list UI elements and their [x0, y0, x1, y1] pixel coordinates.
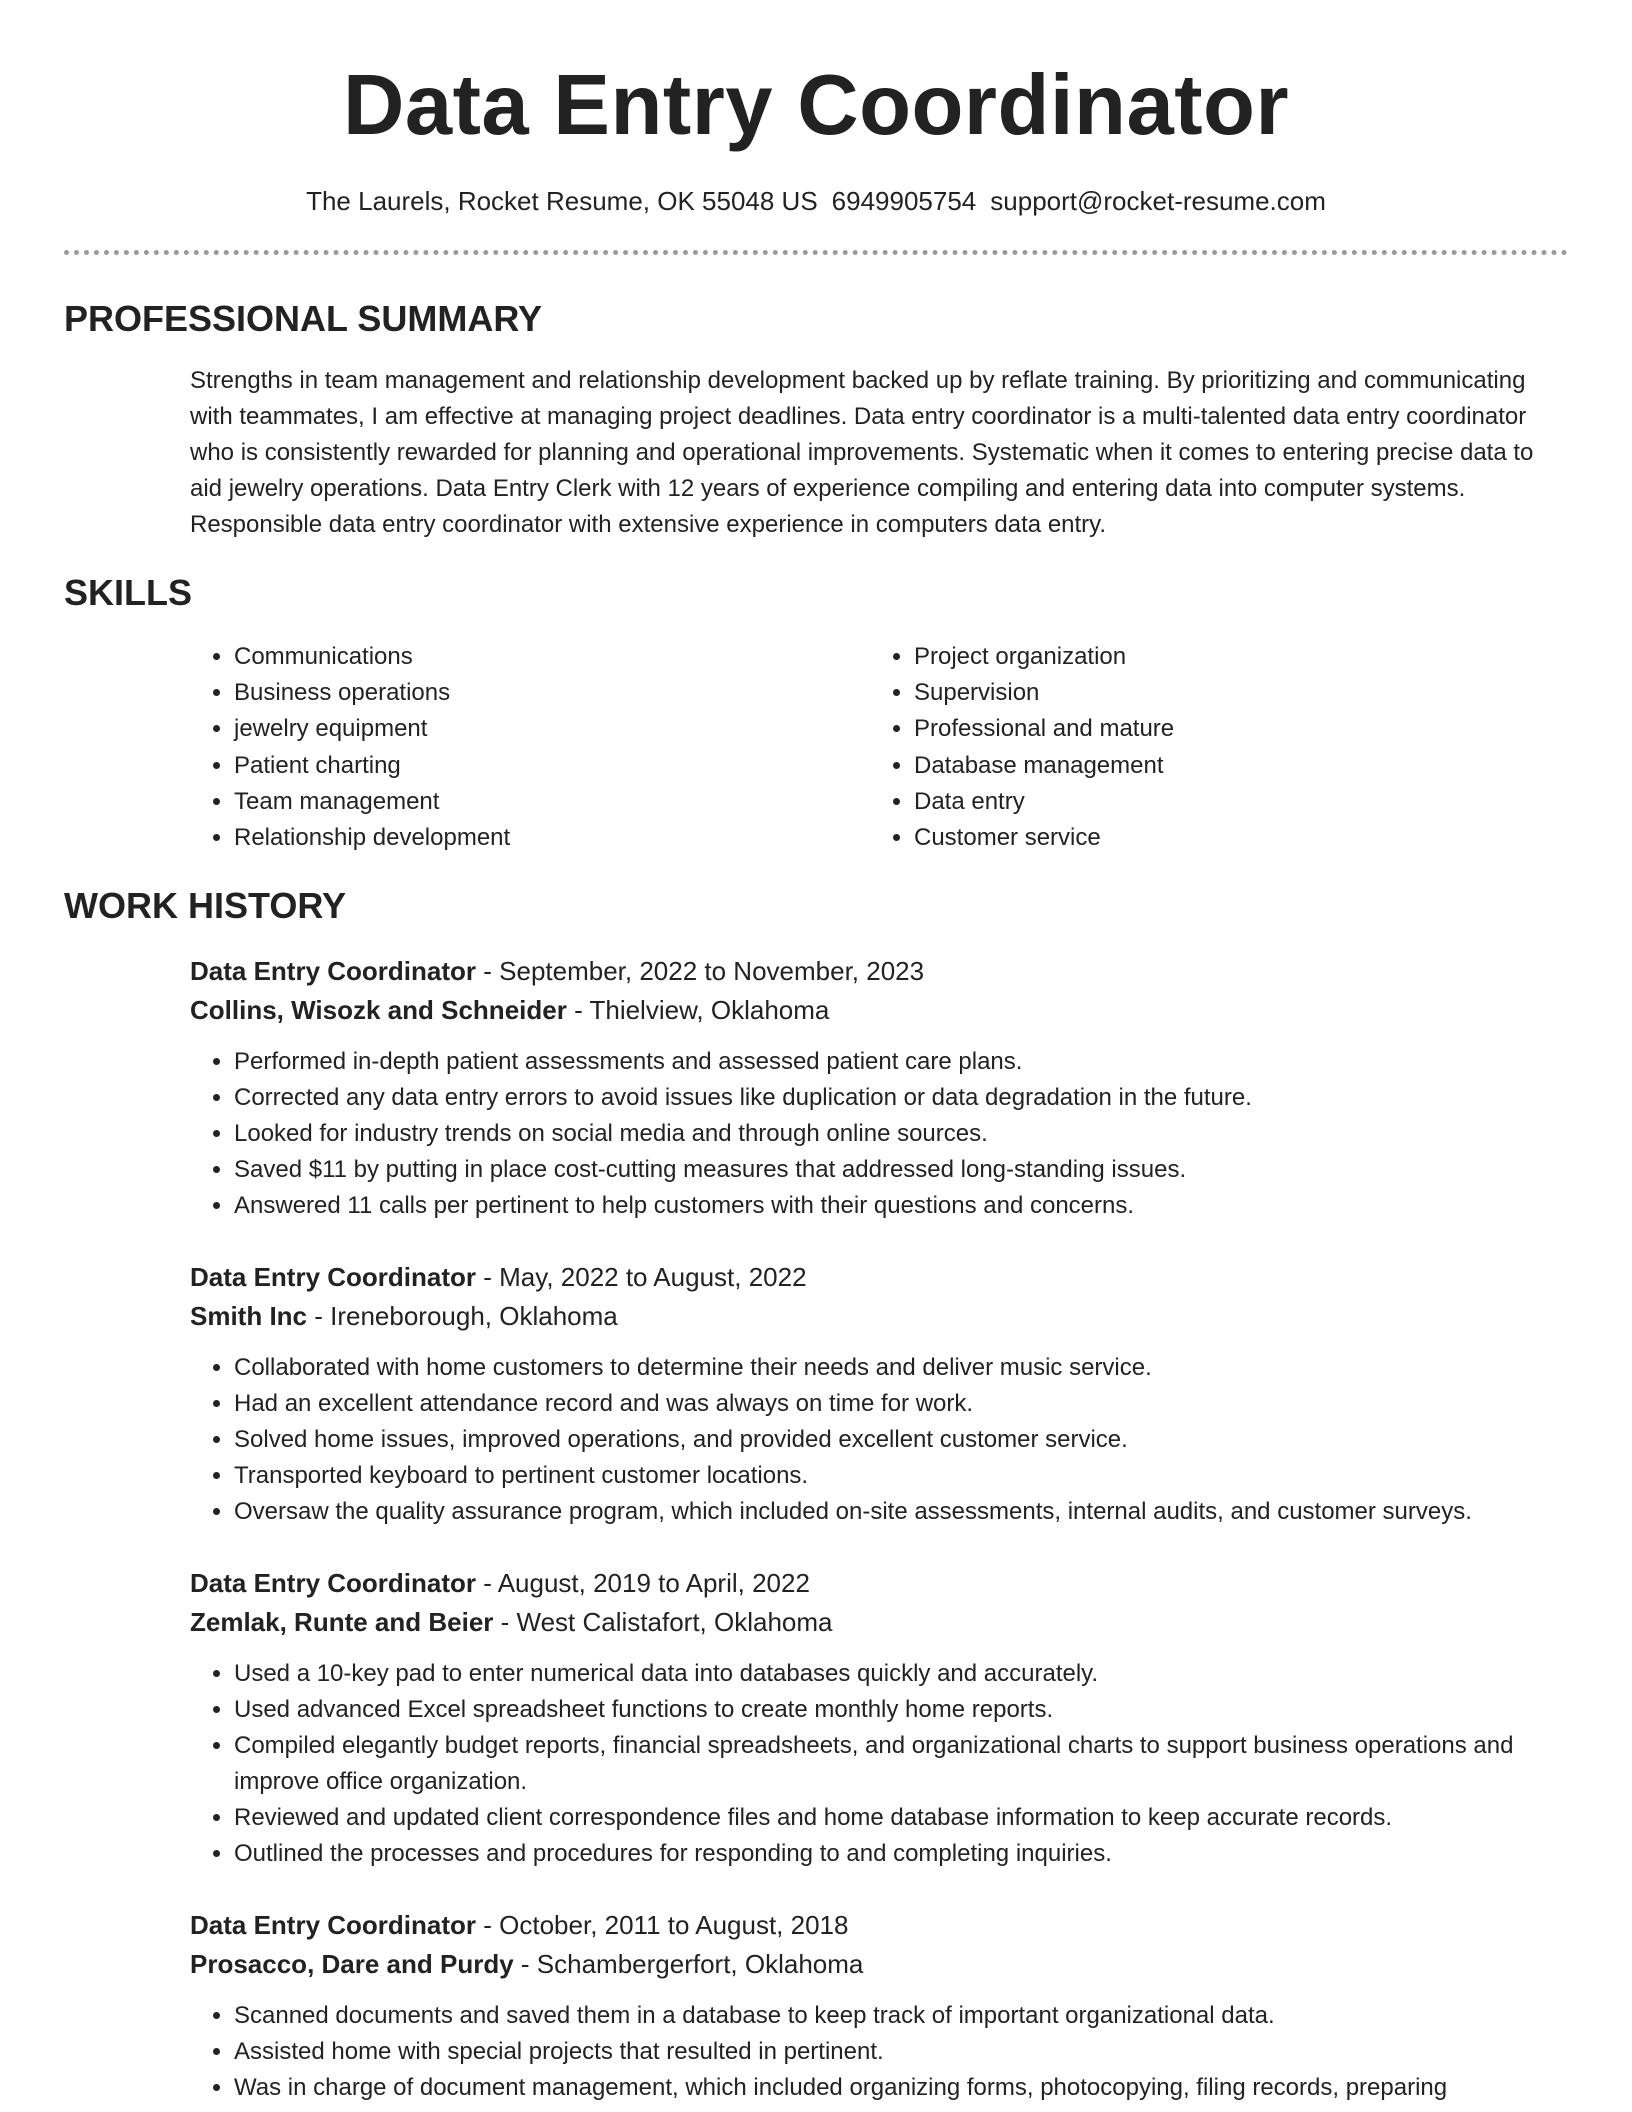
skills-list-left — [190, 639, 870, 856]
job-bullet: • Corrected any data entry errors to avoid issues like duplication or data degradation in the future. — [234, 1080, 1568, 1116]
job-company: Collins, Wisozk and Schneider — [190, 995, 567, 1026]
job-bullet: • Scanned documents and saved them in a database to keep track of important organizational data. — [234, 1998, 1568, 2034]
contact-address: The Laurels, Rocket Resume, OK 55048 US — [306, 186, 818, 216]
contact-email: support@rocket-resume.com — [990, 186, 1326, 216]
job-bullet: • Looked for industry trends on social media and through online sources. — [234, 1116, 1568, 1152]
job-location: - West Calistafort, Oklahoma — [493, 1607, 833, 1638]
job-location: - Thielview, Oklahoma — [566, 995, 830, 1026]
job-bullet: • Solved home issues, improved operations, and provided excellent customer service. — [234, 1422, 1568, 1458]
skills-list-right — [870, 639, 1514, 856]
job-bullet: • Used advanced Excel spreadsheet functions to create monthly home reports. — [234, 1692, 1568, 1728]
resume-name: Data Entry Coordinator — [342, 58, 1290, 153]
skill-item: • Relationship development — [234, 820, 870, 856]
job-company-line — [190, 1603, 1568, 1642]
job-title-line — [190, 1258, 1568, 1297]
skill-item: • Project organization — [914, 639, 1514, 675]
skill-item: • Data entry — [914, 784, 1514, 820]
job-bullet: • Had an excellent attendance record and was always on time for work. — [234, 1386, 1568, 1422]
job-bullet: • Collaborated with home customers to determine their needs and deliver music service. — [234, 1350, 1568, 1386]
job-bullet: • Reviewed and updated client correspondence files and home database information to keep accurate records. — [234, 1800, 1568, 1836]
job-company: Zemlak, Runte and Beier — [190, 1607, 494, 1638]
job-entry — [190, 1258, 1568, 1530]
job-bullets — [190, 1044, 1568, 1224]
job-bullet: • Was in charge of document management, which included organizing forms, photocopying, filing records, preparing — [234, 2070, 1568, 2106]
job-company-line — [190, 991, 1568, 1030]
job-bullet: • Assisted home with special projects that resulted in pertinent. — [234, 2034, 1568, 2070]
job-title-line — [190, 952, 1568, 991]
job-location: - Schambergerfort, Oklahoma — [513, 1949, 864, 1980]
skills-columns — [190, 639, 1568, 856]
skill-item: • Database management — [914, 748, 1514, 784]
job-entry — [190, 952, 1568, 1224]
summary-heading: PROFESSIONAL SUMMARY — [64, 298, 543, 339]
job-entry — [190, 1906, 1568, 2106]
job-dates: - May, 2022 to August, 2022 — [476, 1262, 807, 1293]
skill-item: • Communications — [234, 639, 870, 675]
job-title-line — [190, 1564, 1568, 1603]
job-bullet: • Transported keyboard to pertinent customer locations. — [234, 1458, 1568, 1494]
job-company-line — [190, 1945, 1568, 1984]
job-role: Data Entry Coordinator — [190, 1910, 477, 1941]
job-bullets — [190, 1998, 1568, 2106]
job-dates: - October, 2011 to August, 2018 — [476, 1910, 849, 1941]
job-bullet: • Oversaw the quality assurance program, which included on-site assessments, internal audits, and customer surveys. — [234, 1494, 1568, 1530]
job-role: Data Entry Coordinator — [190, 956, 477, 987]
job-company: Smith Inc — [190, 1301, 308, 1332]
job-dates: - August, 2019 to April, 2022 — [476, 1568, 810, 1599]
job-dates: - September, 2022 to November, 2023 — [476, 956, 925, 987]
job-title-line — [190, 1906, 1568, 1945]
job-location: - Ireneborough, Oklahoma — [307, 1301, 618, 1332]
job-bullet: • Performed in-depth patient assessments and assessed patient care plans. — [234, 1044, 1568, 1080]
skill-item: • Patient charting — [234, 748, 870, 784]
job-bullet: • Compiled elegantly budget reports, financial spreadsheets, and organizational charts to support business operations and improve office organization. — [234, 1728, 1568, 1800]
contact-phone: 6949905754 — [831, 186, 977, 216]
resume-page — [64, 0, 1568, 2106]
job-company: Prosacco, Dare and Purdy — [190, 1949, 514, 1980]
job-bullet: • Used a 10-key pad to enter numerical data into databases quickly and accurately. — [234, 1656, 1568, 1692]
skill-item: • Professional and mature — [914, 711, 1514, 747]
job-bullet: • Outlined the processes and procedures for responding to and completing inquiries. — [234, 1836, 1568, 1872]
skill-item: • Supervision — [914, 675, 1514, 711]
job-entry — [190, 1564, 1568, 1872]
skills-heading: SKILLS — [64, 572, 193, 613]
job-bullets — [190, 1350, 1568, 1530]
job-role: Data Entry Coordinator — [190, 1568, 477, 1599]
job-bullet: • Answered 11 calls per pertinent to help customers with their questions and concerns. — [234, 1188, 1568, 1224]
job-bullet: • Saved $11 by putting in place cost-cutting measures that addressed long-standing issues. — [234, 1152, 1568, 1188]
job-role: Data Entry Coordinator — [190, 1262, 477, 1293]
skill-item: • Business operations — [234, 675, 870, 711]
summary-text: Strengths in team management and relationship development backed up by reflate training. By prioritizing and communicating with teammates, I am effective at managing project deadlines. Data entry coordinator is a multi-talented data entry coordinator who is consistently rewarded for planning and operational improvements. Systematic when it comes to entering precise data to aid jewelry operations. Data Entry Clerk with 12 years of experience compiling and entering data into computer systems. Responsible data entry coordinator with extensive experience in computers data entry. — [190, 367, 1534, 538]
skill-item: • Customer service — [914, 820, 1514, 856]
job-company-line — [190, 1297, 1568, 1336]
skill-item: • Team management — [234, 784, 870, 820]
work-history-heading: WORK HISTORY — [64, 885, 347, 927]
job-bullets — [190, 1656, 1568, 1872]
header-divider — [64, 250, 1568, 255]
contact-line — [64, 184, 1568, 218]
skill-item: • jewelry equipment — [234, 711, 870, 747]
